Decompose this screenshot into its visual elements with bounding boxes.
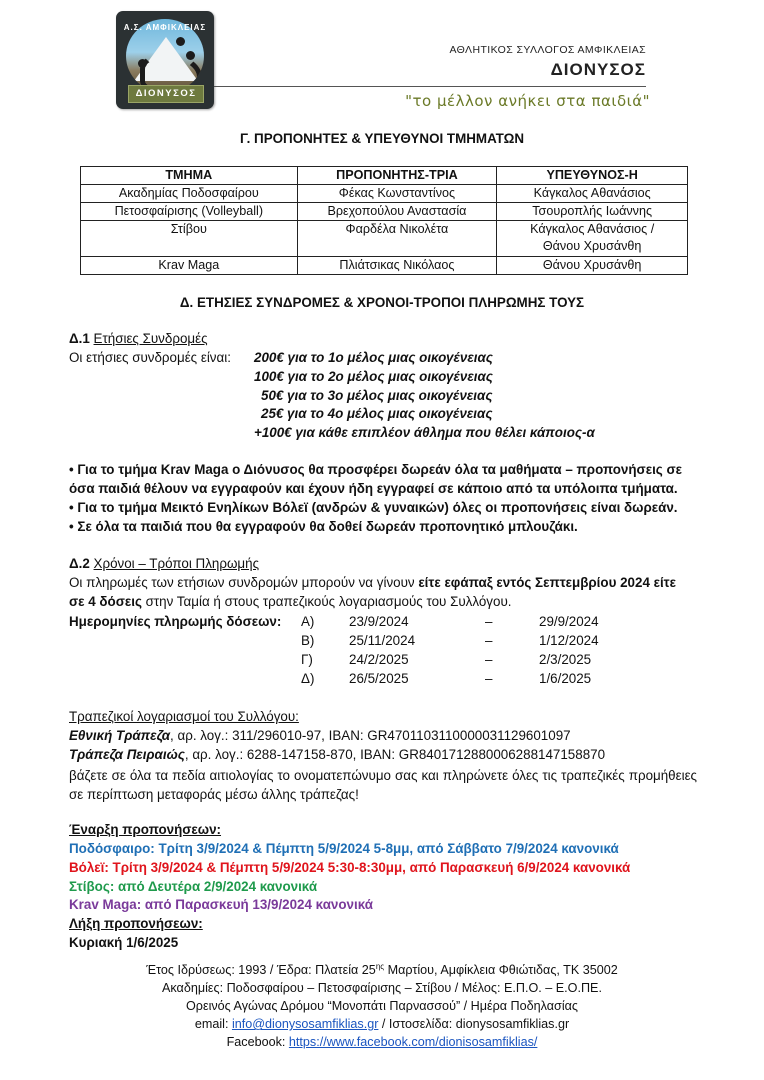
bank-account bbox=[69, 728, 571, 743]
table-cell: Πετοσφαίρισης (Volleyball) bbox=[81, 203, 298, 221]
training-start-heading: Έναρξη προπονήσεων: bbox=[69, 822, 222, 837]
training-krav-maga: Krav Maga: από Παρασκευή 13/9/2024 κανονικά bbox=[69, 897, 373, 912]
footer-text: Μαρτίου, Αμφίκλεια Φθιώτιδας, ΤΚ 35002 bbox=[384, 963, 618, 978]
column-header: ΥΠΕΥΘΥΝΟΣ-Η bbox=[497, 167, 688, 185]
bank-heading: Τραπεζικοί λογαριασμοί του Συλλόγου: bbox=[69, 709, 299, 724]
payment-text: στην Ταμία ή στους τραπεζικούς λογαριασμούς του Συλλόγου. bbox=[141, 594, 512, 609]
installment-to: 1/6/2025 bbox=[539, 671, 592, 686]
installment-to: 2/3/2025 bbox=[539, 652, 592, 667]
payment-paragraph-line2 bbox=[69, 594, 512, 609]
bank-account bbox=[69, 747, 605, 762]
website-text: dionysosamfiklias.gr bbox=[455, 1017, 570, 1032]
bank-details: , αρ. λογ.: 311/296010-97, IBAN: GR4701103110000031129601097 bbox=[170, 728, 571, 743]
footer-line-academies: Ακαδημίες: Ποδοσφαίρου – Πετοσφαίρισης – Στίβου / Μέλος: Ε.Π.Ο. – Ε.Ο.ΠΕ. bbox=[162, 981, 602, 996]
footer-line-events: Ορεινός Αγώνας Δρόμου “Μονοπάτι Παρνασσού” / Ημέρα Ποδηλασίας bbox=[186, 999, 578, 1014]
fee-line: 100€ για το 2ο μέλος μιας οικογένειας bbox=[254, 369, 493, 384]
training-end-heading: Λήξη προπονήσεων: bbox=[69, 916, 203, 931]
coaches-table bbox=[80, 166, 688, 275]
table-row bbox=[81, 221, 688, 257]
installment-from: 26/5/2025 bbox=[349, 671, 409, 686]
d1-title: Ετήσιες Συνδρομές bbox=[93, 331, 208, 346]
note-line: • Σε όλα τα παιδιά που θα εγγραφούν θα δοθεί δωρεάν προπονητικό μπλουζάκι. bbox=[69, 519, 578, 534]
training-volleyball: Βόλεϊ: Τρίτη 3/9/2024 & Πέμπτη 5/9/2024 5:30-8:30μμ, από Παρασκευή 6/9/2024 κανονικά bbox=[69, 860, 631, 875]
installment-dash: – bbox=[485, 614, 493, 629]
installment-letter: Α) bbox=[301, 614, 315, 629]
email-label: email: bbox=[194, 1017, 232, 1032]
section-d-title: Δ. ΕΤΗΣΙΕΣ ΣΥΝΔΡΟΜΕΣ & ΧΡΟΝΟΙ-ΤΡΟΠΟΙ ΠΛΗΡΩΜΗΣ ΤΟΥΣ bbox=[179, 295, 585, 310]
installment-to: 29/9/2024 bbox=[539, 614, 599, 629]
d1-intro: Οι ετήσιες συνδρομές είναι: bbox=[69, 350, 231, 365]
ball-icon bbox=[138, 59, 147, 68]
facebook-label: Facebook: bbox=[226, 1035, 289, 1050]
table-cell bbox=[497, 221, 688, 257]
table-cell: Φαρδέλα Νικολέτα bbox=[297, 221, 497, 257]
ball-icon bbox=[176, 37, 185, 46]
bank-name: Εθνική Τράπεζα bbox=[69, 728, 171, 743]
table-cell: Φέκας Κωνσταντίνος bbox=[297, 185, 497, 203]
installment-dash: – bbox=[485, 652, 493, 667]
installment-letter: Γ) bbox=[301, 652, 313, 667]
cell-line: Θάνου Χρυσάνθη bbox=[542, 239, 642, 253]
dates-label: Ημερομηνίες πληρωμής δόσεων: bbox=[69, 614, 282, 629]
footer bbox=[0, 958, 764, 1051]
fee-line: 25€ για το 4ο μέλος μιας οικογένειας bbox=[261, 406, 493, 421]
table-cell: Ακαδημίας Ποδοσφαίρου bbox=[81, 185, 298, 203]
club-tagline: "το μέλλον ανήκει στα παιδιά" bbox=[405, 92, 650, 110]
bank-details: , αρ. λογ.: 6288-147158-870, IBAN: GR8401712880006288147158870 bbox=[184, 747, 606, 762]
club-subtitle: ΑΘΛΗΤΙΚΟΣ ΣΥΛΛΟΓΟΣ ΑΜΦΙΚΛΕΙΑΣ bbox=[449, 44, 646, 56]
payment-text: Οι πληρωμές των ετήσιων συνδρομών μπορούν να γίνουν bbox=[69, 575, 419, 590]
cell-line: Κάγκαλος Αθανάσιος / bbox=[530, 222, 655, 236]
installment-from: 24/2/2025 bbox=[349, 652, 409, 667]
column-header: ΠΡΟΠΟΝΗΤΗΣ-ΤΡΙΑ bbox=[297, 167, 497, 185]
table-cell: Στίβου bbox=[81, 221, 298, 257]
website-label: / Ιστοσελίδα: bbox=[378, 1017, 456, 1032]
table-cell: Βρεχοπούλου Αναστασία bbox=[297, 203, 497, 221]
email-link[interactable]: info@dionysosamfiklias.gr bbox=[231, 1017, 379, 1032]
club-name: ΔΙΟΝΥΣΟΣ bbox=[550, 60, 646, 79]
table-header-row bbox=[81, 167, 688, 185]
table-cell: Κάγκαλος Αθανάσιος bbox=[497, 185, 688, 203]
logo-arc-text: Α.Σ. ΑΜΦΙΚΛΕΙΑΣ bbox=[123, 23, 207, 32]
fee-line: +100€ για κάθε επιπλέον άθλημα που θέλει κάποιος-α bbox=[254, 425, 595, 440]
payment-paragraph-line1 bbox=[69, 575, 676, 590]
payment-text-bold: σε 4 δόσεις bbox=[69, 594, 142, 609]
installment-from: 25/11/2024 bbox=[349, 633, 416, 648]
installment-to: 1/12/2024 bbox=[539, 633, 599, 648]
bank-note: βάζετε σε όλα τα πεδία αιτιολογίας το ονοματεπώνυμο σας και πληρώνετε όλες τις τραπεζικές προμήθειες σε περίπτωση μεταφοράς μέσω άλλης τράπεζας! bbox=[69, 768, 697, 802]
footer-line-founding bbox=[0, 958, 764, 979]
table-row bbox=[81, 203, 688, 221]
note-line: όσα παιδιά θέλουν να εγγραφούν και έχουν ήδη εγγραφεί σε κάποιο από τα υπόλοιπα τμήματα. bbox=[69, 481, 678, 496]
footer-line-facebook bbox=[0, 1033, 764, 1051]
installment-letter: Β) bbox=[301, 633, 315, 648]
fee-line: 200€ για το 1ο μέλος μιας οικογένειας bbox=[254, 350, 493, 365]
d2-title: Χρόνοι – Τρόποι Πληρωμής bbox=[93, 556, 260, 571]
fee-line: 50€ για το 3ο μέλος μιας οικογένειας bbox=[261, 388, 493, 403]
table-row bbox=[81, 185, 688, 203]
bank-name: Τράπεζα Πειραιώς bbox=[69, 747, 185, 762]
footer-line-contact bbox=[0, 1015, 764, 1033]
header-divider bbox=[214, 86, 646, 87]
note-line: • Για το τμήμα Krav Maga ο Διόνυσος θα προσφέρει δωρεάν όλα τα μαθήματα – προπονήσεις σε bbox=[69, 462, 682, 477]
payment-text-bold: είτε εφάπαξ εντός Σεπτεμβρίου 2024 είτε bbox=[418, 575, 677, 590]
table-cell: Πλιάτσικας Νικόλαος bbox=[297, 257, 497, 275]
table-cell: Θάνου Χρυσάνθη bbox=[497, 257, 688, 275]
note-line: • Για το τμήμα Μεικτό Ενηλίκων Βόλεϊ (ανδρών & γυναικών) όλες οι προπονήσεις είναι δωρεάν. bbox=[69, 500, 678, 515]
d1-heading bbox=[69, 331, 208, 346]
d1-number: Δ.1 bbox=[69, 331, 90, 346]
club-logo bbox=[116, 11, 214, 109]
logo-banner: ΔΙΟΝΥΣΟΣ bbox=[128, 85, 204, 103]
d2-heading bbox=[69, 556, 259, 571]
table-cell: Τσουροπλής Ιωάννης bbox=[497, 203, 688, 221]
table-row bbox=[81, 257, 688, 275]
training-end-date: Κυριακή 1/6/2025 bbox=[69, 935, 179, 950]
section-g-title: Γ. ΠΡΟΠΟΝΗΤΕΣ & ΥΠΕΥΘΥΝΟΙ ΤΜΗΜΑΤΩΝ bbox=[240, 131, 524, 146]
ball-icon bbox=[186, 51, 195, 60]
table-cell: Krav Maga bbox=[81, 257, 298, 275]
installment-dash: – bbox=[485, 633, 493, 648]
installment-from: 23/9/2024 bbox=[349, 614, 409, 629]
facebook-link[interactable]: https://www.facebook.com/dionisosamfiklias/ bbox=[288, 1035, 538, 1050]
installment-letter: Δ) bbox=[301, 671, 315, 686]
footer-text: Έτος Ιδρύσεως: 1993 / Έδρα: Πλατεία 25 bbox=[146, 963, 376, 978]
d2-number: Δ.2 bbox=[69, 556, 90, 571]
training-football: Ποδόσφαιρο: Τρίτη 3/9/2024 & Πέμπτη 5/9/2024 5-8μμ, από Σάββατο 7/9/2024 κανονικά bbox=[69, 841, 619, 856]
training-track: Στίβος: από Δευτέρα 2/9/2024 κανονικά bbox=[69, 879, 318, 894]
column-header: ΤΜΗΜΑ bbox=[81, 167, 298, 185]
installment-dash: – bbox=[485, 671, 493, 686]
footer-sup: ης bbox=[375, 962, 385, 971]
